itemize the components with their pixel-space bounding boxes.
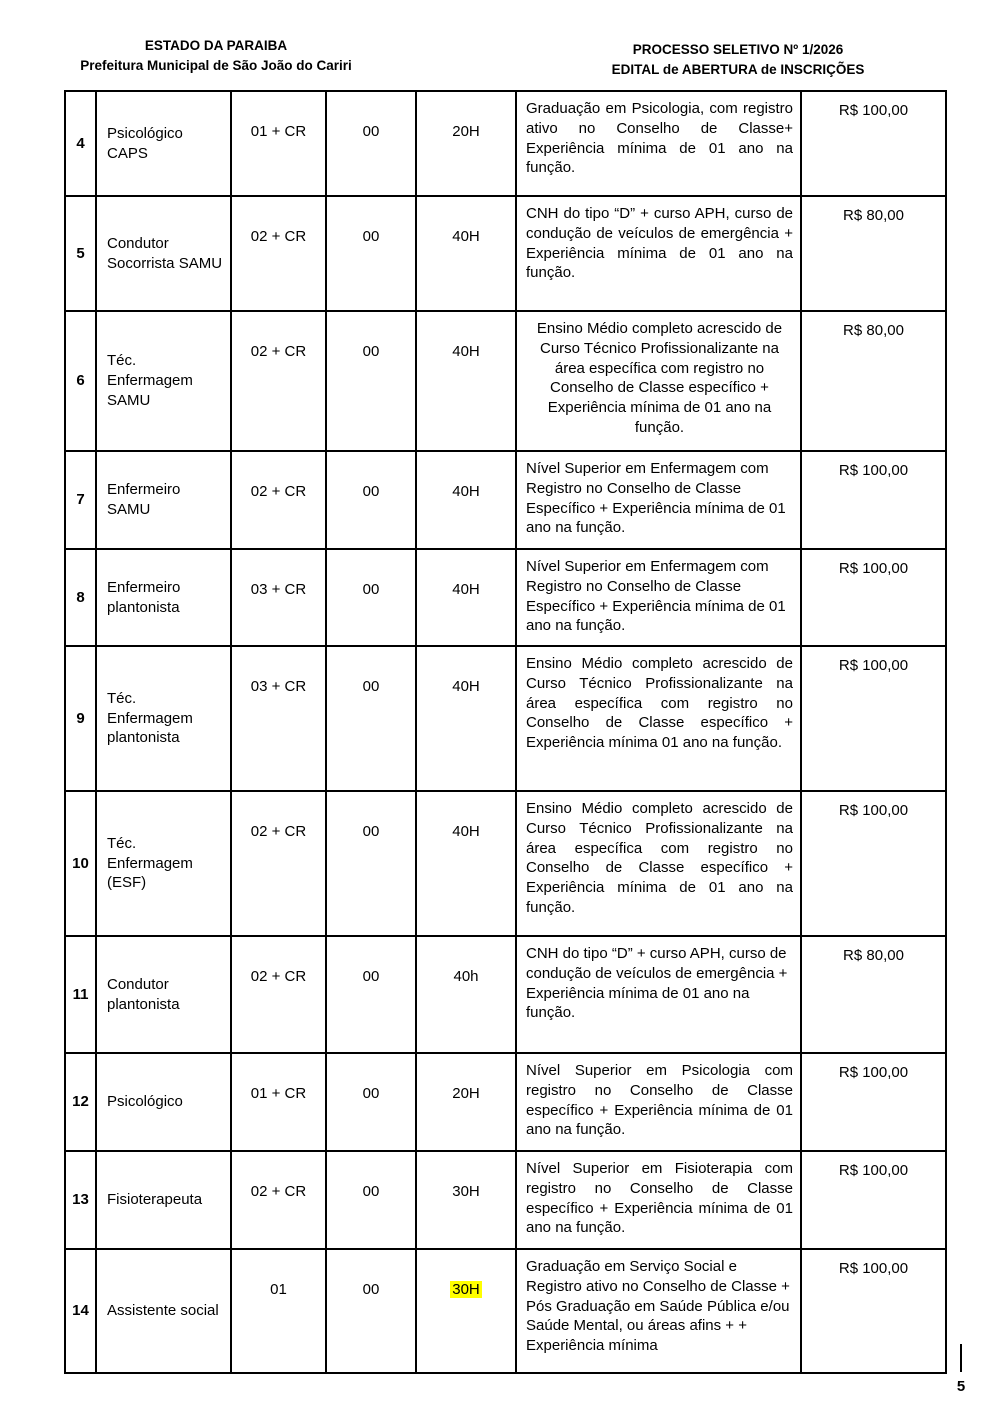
hours-cell xyxy=(416,196,516,311)
table-row xyxy=(65,1151,946,1249)
position-cell: Téc. Enfermagem (ESF) xyxy=(96,791,231,936)
fee-cell: R$ 80,00 xyxy=(801,311,946,451)
fee-cell: R$ 80,00 xyxy=(801,196,946,311)
reserved-cell: 00 xyxy=(326,1249,416,1373)
vacancies-cell: 02 + CR xyxy=(231,196,326,311)
hours-value: 40H xyxy=(452,678,480,695)
requirements-cell: Ensino Médio completo acrescido de Curso Técnico Profissionalizante na área específica com registro no Conselho de Classe específico + Experiência mínima 01 ano na função. xyxy=(516,646,801,791)
fee-cell: R$ 100,00 xyxy=(801,1053,946,1151)
requirements-cell: Ensino Médio completo acrescido de Curso Técnico Profissionalizante na área específica com registro no Conselho de Classe específico + Experiência mínima de 01 ano na função. xyxy=(516,311,801,451)
process-title: PROCESSO SELETIVO Nº 1/2026 xyxy=(632,42,844,57)
table-row xyxy=(65,646,946,791)
hours-cell xyxy=(416,451,516,549)
position-cell: Enfermeiro plantonista xyxy=(96,549,231,646)
reserved-cell: 00 xyxy=(326,196,416,311)
hours-value: 40H xyxy=(452,823,480,840)
hours-value: 40H xyxy=(452,483,480,500)
hours-value: 30H xyxy=(452,1281,480,1298)
position-cell: Téc. Enfermagem SAMU xyxy=(96,311,231,451)
position-cell: Assistente social xyxy=(96,1249,231,1373)
vacancies-cell: 01 + CR xyxy=(231,1053,326,1151)
table-row xyxy=(65,549,946,646)
requirements-cell: CNH do tipo “D” + curso APH, curso de condução de veículos de emergência + Experiência mínima de 01 ano na função. xyxy=(516,936,801,1053)
fee-cell: R$ 80,00 xyxy=(801,936,946,1053)
positions-table xyxy=(64,90,947,1374)
reserved-cell: 00 xyxy=(326,311,416,451)
requirements-cell: Graduação em Psicologia, com registro ativo no Conselho de Classe+ Experiência mínima de 01 ano na função. xyxy=(516,91,801,196)
position-cell: Fisioterapeuta xyxy=(96,1151,231,1249)
table-row xyxy=(65,451,946,549)
fee-cell: R$ 100,00 xyxy=(801,1249,946,1373)
vacancies-cell: 02 + CR xyxy=(231,1151,326,1249)
reserved-cell: 00 xyxy=(326,451,416,549)
hours-cell xyxy=(416,311,516,451)
hours-cell xyxy=(416,1151,516,1249)
header-left-block xyxy=(62,36,370,75)
table-row xyxy=(65,311,946,451)
requirements-cell: Nível Superior em Enfermagem com Registro no Conselho de Classe Específico + Experiência mínima de 01 ano na função. xyxy=(516,451,801,549)
page-number: 5 xyxy=(956,1378,966,1395)
header-right-block xyxy=(552,40,924,79)
hours-cell xyxy=(416,549,516,646)
vacancies-cell: 02 + CR xyxy=(231,936,326,1053)
vacancies-cell: 02 + CR xyxy=(231,451,326,549)
reserved-cell: 00 xyxy=(326,1053,416,1151)
reserved-cell: 00 xyxy=(326,646,416,791)
positions-table-body xyxy=(65,91,946,1373)
vacancies-cell: 01 + CR xyxy=(231,91,326,196)
row-number-cell: 6 xyxy=(65,311,96,451)
reserved-cell: 00 xyxy=(326,91,416,196)
row-number-cell: 12 xyxy=(65,1053,96,1151)
position-cell: Téc. Enfermagem plantonista xyxy=(96,646,231,791)
vacancies-cell: 02 + CR xyxy=(231,311,326,451)
position-cell: Condutor Socorrista SAMU xyxy=(96,196,231,311)
fee-cell: R$ 100,00 xyxy=(801,549,946,646)
requirements-cell: Nível Superior em Fisioterapia com registro no Conselho de Classe específico + Experiência mínima de 01 ano na função. xyxy=(516,1151,801,1249)
fee-cell: R$ 100,00 xyxy=(801,91,946,196)
reserved-cell: 00 xyxy=(326,549,416,646)
fee-cell: R$ 100,00 xyxy=(801,1151,946,1249)
hours-cell xyxy=(416,1053,516,1151)
position-cell: Psicológico CAPS xyxy=(96,91,231,196)
row-number-cell: 4 xyxy=(65,91,96,196)
row-number-cell: 14 xyxy=(65,1249,96,1373)
hours-cell xyxy=(416,91,516,196)
hours-cell xyxy=(416,646,516,791)
row-number-cell: 7 xyxy=(65,451,96,549)
requirements-cell: Graduação em Serviço Social e Registro ativo no Conselho de Classe + Pós Graduação em Saúde Pública e/ou Saúde Mental, ou áreas afins + + Experiência mínima xyxy=(516,1249,801,1373)
position-cell: Enfermeiro SAMU xyxy=(96,451,231,549)
hours-value: 20H xyxy=(452,1085,480,1102)
hours-cell xyxy=(416,1249,516,1373)
fee-cell: R$ 100,00 xyxy=(801,646,946,791)
vacancies-cell: 02 + CR xyxy=(231,791,326,936)
row-number-cell: 9 xyxy=(65,646,96,791)
state-title: ESTADO DA PARAIBA xyxy=(144,38,288,53)
hours-value: 40h xyxy=(453,968,479,985)
fee-cell: R$ 100,00 xyxy=(801,791,946,936)
row-number-cell: 10 xyxy=(65,791,96,936)
table-row xyxy=(65,1249,946,1373)
table-row xyxy=(65,91,946,196)
edital-title: EDITAL de ABERTURA de INSCRIÇÕES xyxy=(611,61,865,77)
footer-tick-line xyxy=(960,1344,962,1372)
row-number-cell: 8 xyxy=(65,549,96,646)
hours-value: 20H xyxy=(452,123,480,140)
municipality-title: Prefeitura Municipal de São João do Cariri xyxy=(80,57,352,73)
reserved-cell: 00 xyxy=(326,936,416,1053)
table-row xyxy=(65,936,946,1053)
row-number-cell: 5 xyxy=(65,196,96,311)
table-row xyxy=(65,1053,946,1151)
hours-value: 40H xyxy=(452,343,480,360)
table-row xyxy=(65,791,946,936)
requirements-cell: Nível Superior em Enfermagem com Registro no Conselho de Classe Específico + Experiência mínima de 01 ano na função. xyxy=(516,549,801,646)
hours-cell xyxy=(416,936,516,1053)
row-number-cell: 13 xyxy=(65,1151,96,1249)
hours-value: 40H xyxy=(452,581,480,598)
position-cell: Psicológico xyxy=(96,1053,231,1151)
requirements-cell: Nível Superior em Psicologia com registro no Conselho de Classe específico + Experiência mínima de 01 ano na função. xyxy=(516,1053,801,1151)
reserved-cell: 00 xyxy=(326,1151,416,1249)
hours-value: 30H xyxy=(452,1183,480,1200)
requirements-cell: CNH do tipo “D” + curso APH, curso de condução de veículos de emergência + Experiência mínima de 01 ano na função. xyxy=(516,196,801,311)
fee-cell: R$ 100,00 xyxy=(801,451,946,549)
position-cell: Condutor plantonista xyxy=(96,936,231,1053)
requirements-cell: Ensino Médio completo acrescido de Curso Técnico Profissionalizante na área específica com registro no Conselho de Classe específico + Experiência mínima de 01 ano na função. xyxy=(516,791,801,936)
table-row xyxy=(65,196,946,311)
hours-cell xyxy=(416,791,516,936)
reserved-cell: 00 xyxy=(326,791,416,936)
vacancies-cell: 03 + CR xyxy=(231,646,326,791)
hours-value: 40H xyxy=(452,228,480,245)
row-number-cell: 11 xyxy=(65,936,96,1053)
vacancies-cell: 03 + CR xyxy=(231,549,326,646)
vacancies-cell: 01 xyxy=(231,1249,326,1373)
